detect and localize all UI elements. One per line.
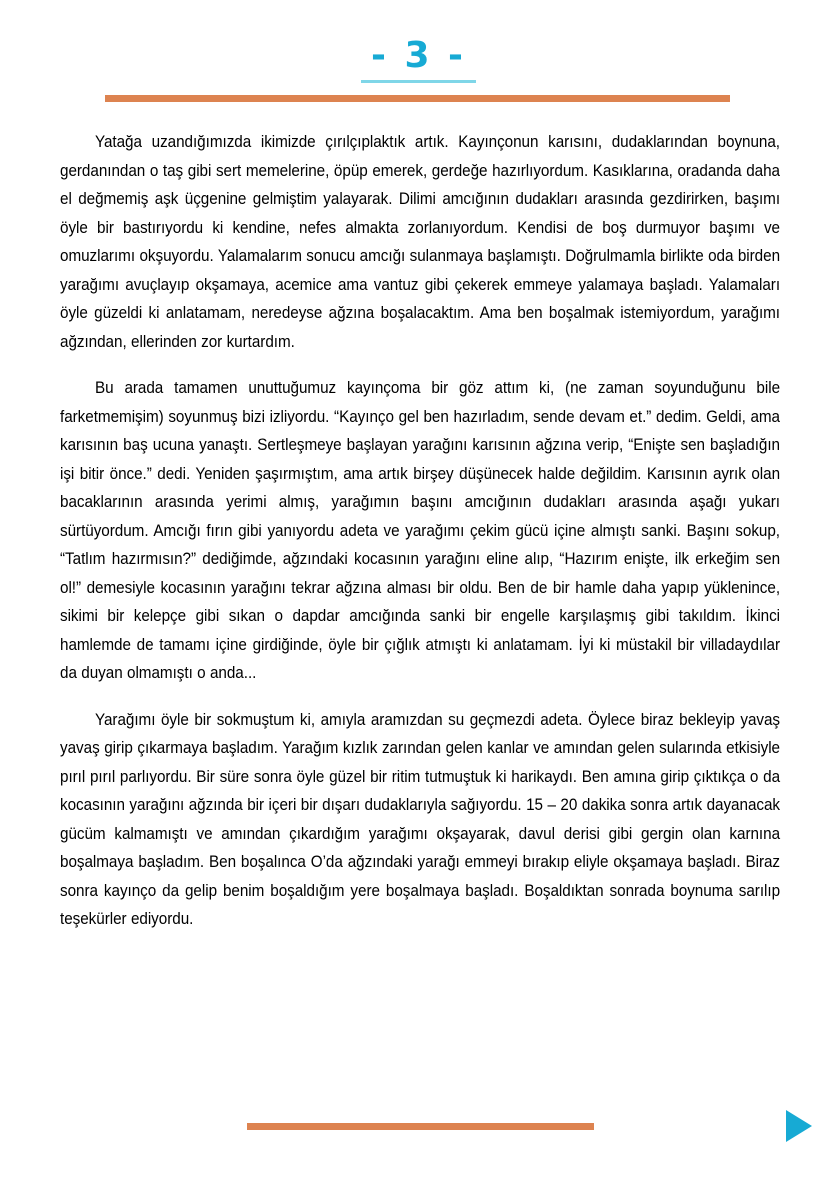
- page-footer: [0, 1098, 837, 1188]
- footer-divider-rule: [247, 1123, 594, 1130]
- page-number: - 3 -: [361, 36, 476, 83]
- paragraph: Bu arada tamamen unuttuğumuz kayınçoma bir göz attım ki, (ne zaman soyunduğunu bile farketmemişim) soyunmuş bizi izliyordu. “Kayınço gel ben hazırladım, sende devam et.” dedim. Geldi, ama karısının baş ucuna yanaştı. Sertleşmeye başlayan yarağını karısının ağzına verip, “Enişte sen başladığın işi bitir önce.” dedi. Yeniden şaşırmıştım, ama artık birşey düşünecek halde değildim. Karısının ayrık olan bacaklarının arasında yerimi almış, yarağımın başını amcığının dudakları arasında aşağı yukarı sürtüyordum. Amcığı fırın gibi yanıyordu adeta ve yarağımı çekim gücü içine almıştı sanki. Başını sokup, “Tatlım hazırmısın?” dediğimde, ağzındaki kocasının yarağını eline alıp, “Hazırım enişte, ilk erkeğim sen ol!” demesiyle kocasının yarağını tekrar ağzına alması bir oldu. Ben de bir hamle daha yapıp yüklenince, sikimi bir kelepçe gibi sıkan o dapdar amcığında sanki bir engelle karşılaşmış gibi takıldım. İkinci hamlemde de tamamı içine girdiğinde, öyle bir çığlık atmıştı ki anlatamam. İyi ki müstakil bir villadaydılar da duyan olmamıştı o anda...: [60, 378, 781, 682]
- paragraph: Yatağa uzandığımızda ikimizde çırılçıplaktık artık. Kayınçonun karısını, dudaklarından boynuna, gerdanından o taş gibi sert memelerine, öpüp emerek, gerdeğe hazırlıyordum. Kasıklarına, oradanda daha el değmemiş aşk üçgenine gelmiştim yalayarak. Dilimi amcığının dudakları arasında gezdirirken, başımı öyle bir bastırıyordu ki kendine, nefes almakta zorlanıyordum. Kendisi de boş durmuyor başımı ve omuzlarımı okşuyordu. Yalamalarım sonucu amcığı sulanmaya başlamıştı. Doğrulmamla birlikte oda birden yarağımı avuçlayıp okşamaya, acemice ama vantuz gibi çekerek emmeye yalamaya başladı. Yalamaları öyle güzeldi ki anlatamam, neredeyse ağzına boşalacaktım. Ama ben boşalmak istemiyordum, yarağımı ağzından, ellerinden zor kurtardım.: [60, 132, 781, 351]
- next-page-arrow-icon[interactable]: [786, 1110, 812, 1142]
- page-header: [0, 0, 837, 112]
- paragraph: Yarağımı öyle bir sokmuştum ki, amıyla aramızdan su geçmezdi adeta. Öylece biraz bekleyip yavaş yavaş girip çıkarmaya başladım. Yarağım kızlık zarından gelen kanlar ve amından gelen sularında etkisiyle pırıl pırıl parlıyordu. Bir süre sonra öyle güzel bir ritim tutmuştuk ki harikaydı. Ben amına girip çıktıkça o da kocasının yarağını ağzında bir içeri bir dışarı dudaklarıyla sağıyordu. 15 – 20 dakika sonra artık dayanacak gücüm kalmamıştı ve amından çıkardığım yarağımı okşayarak, davul derisi gibi gergin olan karnına boşalmaya başladım. Ben boşalınca O’da ağzındaki yarağı emmeyi bırakıp eliyle okşamaya başladı. Biraz sonra kayınço da gelip benim boşaldığım yere boşalmaya başladı. Boşaldıktan sonrada boynuma sarılıp teşekürler ediyordu.: [60, 709, 781, 928]
- body-text: [60, 128, 780, 934]
- folio-container: [0, 36, 837, 83]
- header-divider-rule: [105, 95, 730, 102]
